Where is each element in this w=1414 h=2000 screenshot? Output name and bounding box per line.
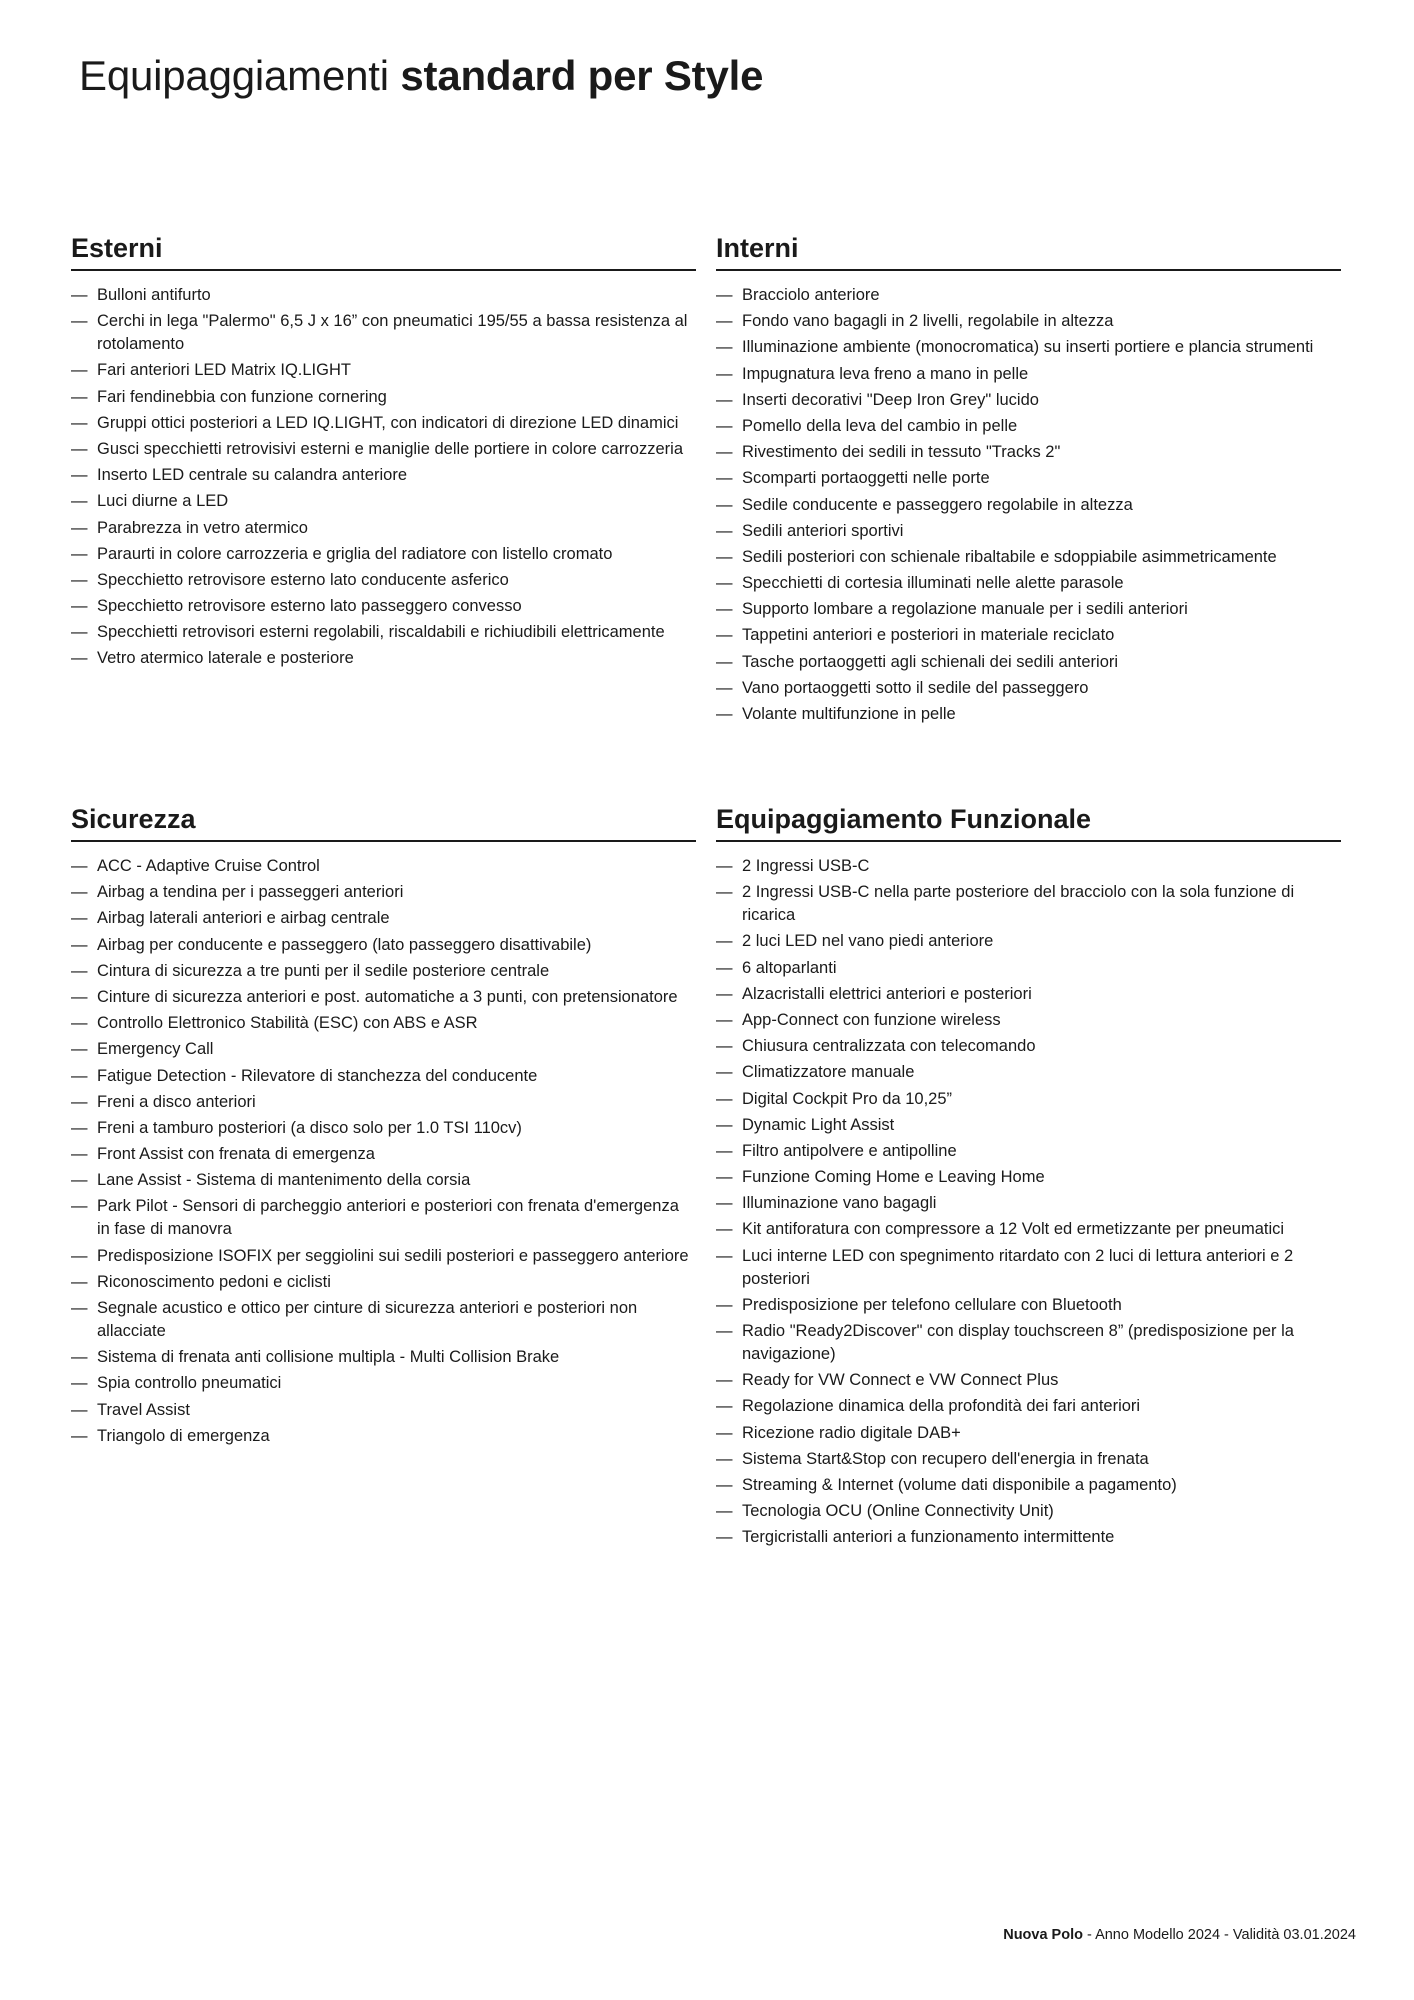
list-item: — Streaming & Internet (volume dati disponibile a pagamento) [716, 1474, 1341, 1497]
footer-model: Nuova Polo [1003, 1927, 1083, 1943]
section-heading: Sicurezza [71, 800, 696, 842]
list-item: — Lane Assist - Sistema di mantenimento della corsia [71, 1169, 696, 1192]
list-item: — Supporto lombare a regolazione manuale per i sedili anteriori [716, 598, 1341, 621]
list-item: — Alzacristalli elettrici anteriori e posteriori [716, 983, 1341, 1006]
list-item: — Travel Assist [71, 1399, 696, 1422]
list-item: — Fari fendinebbia con funzione cornering [71, 386, 696, 409]
list-item: — Bracciolo anteriore [716, 284, 1341, 307]
list-item: — Impugnatura leva freno a mano in pelle [716, 363, 1341, 386]
list-item: — Inserto LED centrale su calandra anteriore [71, 464, 696, 487]
list-item: — Emergency Call [71, 1038, 696, 1061]
list-item: — Digital Cockpit Pro da 10,25” [716, 1088, 1341, 1111]
list-item: — Illuminazione vano bagagli [716, 1192, 1341, 1215]
list-item: — Radio "Ready2Discover" con display touchscreen 8” (predisposizione per la navigazione) [716, 1320, 1341, 1366]
list-item: — Specchietto retrovisore esterno lato conducente asferico [71, 569, 696, 592]
section-heading: Interni [716, 229, 1341, 271]
list-item: — Bulloni antifurto [71, 284, 696, 307]
list-item: — Filtro antipolvere e antipolline [716, 1140, 1341, 1163]
list-item: — Volante multifunzione in pelle [716, 703, 1341, 726]
list-item: — 2 Ingressi USB-C [716, 855, 1341, 878]
list-item: — Parabrezza in vetro atermico [71, 517, 696, 540]
feature-list [71, 284, 696, 670]
list-item: — Freni a tamburo posteriori (a disco solo per 1.0 TSI 110cv) [71, 1117, 696, 1140]
list-item: — Segnale acustico e ottico per cinture di sicurezza anteriori e posteriori non allacciate [71, 1297, 696, 1343]
list-item: — ACC - Adaptive Cruise Control [71, 855, 696, 878]
section-equipaggiamento-funzionale [716, 800, 1341, 1553]
list-item: — Vetro atermico laterale e posteriore [71, 647, 696, 670]
list-item: — Regolazione dinamica della profondità dei fari anteriori [716, 1395, 1341, 1418]
list-item: — Riconoscimento pedoni e ciclisti [71, 1271, 696, 1294]
page-title-bold: standard per Style [400, 52, 764, 99]
list-item: — 6 altoparlanti [716, 957, 1341, 980]
list-item: — 2 Ingressi USB-C nella parte posteriore del bracciolo con la sola funzione di ricarica [716, 881, 1341, 927]
list-item: — Predisposizione ISOFIX per seggiolini sui sedili posteriori e passeggero anteriore [71, 1245, 696, 1268]
list-item: — Sedili posteriori con schienale ribaltabile e sdoppiabile asimmetricamente [716, 546, 1341, 569]
list-item: — Sistema Start&Stop con recupero dell'energia in frenata [716, 1448, 1341, 1471]
list-item: — Pomello della leva del cambio in pelle [716, 415, 1341, 438]
list-item: — Controllo Elettronico Stabilità (ESC) con ABS e ASR [71, 1012, 696, 1035]
list-item: — Gruppi ottici posteriori a LED IQ.LIGHT, con indicatori di direzione LED dinamici [71, 412, 696, 435]
list-item: — Scomparti portaoggetti nelle porte [716, 467, 1341, 490]
section-interni [716, 229, 1341, 729]
list-item: — Front Assist con frenata di emergenza [71, 1143, 696, 1166]
page-title [79, 52, 763, 100]
list-item: — Predisposizione per telefono cellulare con Bluetooth [716, 1294, 1341, 1317]
list-item: — Fari anteriori LED Matrix IQ.LIGHT [71, 359, 696, 382]
list-item: — Climatizzatore manuale [716, 1061, 1341, 1084]
list-item: — Tappetini anteriori e posteriori in materiale reciclato [716, 624, 1341, 647]
list-item: — Dynamic Light Assist [716, 1114, 1341, 1137]
list-item: — Spia controllo pneumatici [71, 1372, 696, 1395]
list-item: — Freni a disco anteriori [71, 1091, 696, 1114]
list-item: — Ricezione radio digitale DAB+ [716, 1422, 1341, 1445]
list-item: — Triangolo di emergenza [71, 1425, 696, 1448]
section-esterni [71, 229, 696, 674]
list-item: — Illuminazione ambiente (monocromatica) su inserti portiere e plancia strumenti [716, 336, 1341, 359]
list-item: — Chiusura centralizzata con telecomando [716, 1035, 1341, 1058]
list-item: — Park Pilot - Sensori di parcheggio anteriori e posteriori con frenata d'emergenza in fase di manovra [71, 1195, 696, 1241]
list-item: — Gusci specchietti retrovisivi esterni e maniglie delle portiere in colore carrozzeria [71, 438, 696, 461]
list-item: — Cintura di sicurezza a tre punti per il sedile posteriore centrale [71, 960, 696, 983]
footer [1003, 1927, 1356, 1943]
list-item: — Airbag laterali anteriori e airbag centrale [71, 907, 696, 930]
feature-list [716, 284, 1341, 726]
list-item: — App-Connect con funzione wireless [716, 1009, 1341, 1032]
feature-list [71, 855, 696, 1448]
list-item: — Kit antiforatura con compressore a 12 Volt ed ermetizzante per pneumatici [716, 1218, 1341, 1241]
list-item: — Airbag a tendina per i passeggeri anteriori [71, 881, 696, 904]
list-item: — Luci diurne a LED [71, 490, 696, 513]
list-item: — Specchietto retrovisore esterno lato passeggero convesso [71, 595, 696, 618]
list-item: — Funzione Coming Home e Leaving Home [716, 1166, 1341, 1189]
section-heading: Esterni [71, 229, 696, 271]
list-item: — Sedili anteriori sportivi [716, 520, 1341, 543]
list-item: — Paraurti in colore carrozzeria e griglia del radiatore con listello cromato [71, 543, 696, 566]
list-item: — Sistema di frenata anti collisione multipla - Multi Collision Brake [71, 1346, 696, 1369]
footer-details: - Anno Modello 2024 - Validità 03.01.2024 [1082, 1927, 1356, 1943]
page-title-light: Equipaggiamenti [79, 52, 389, 99]
list-item: — Inserti decorativi "Deep Iron Grey" lucido [716, 389, 1341, 412]
list-item: — Vano portaoggetti sotto il sedile del passeggero [716, 677, 1341, 700]
list-item: — Tergicristalli anteriori a funzionamento intermittente [716, 1526, 1341, 1549]
list-item: — Luci interne LED con spegnimento ritardato con 2 luci di lettura anteriori e 2 posteriori [716, 1245, 1341, 1291]
list-item: — Specchietti retrovisori esterni regolabili, riscaldabili e richiudibili elettricamente [71, 621, 696, 644]
section-heading: Equipaggiamento Funzionale [716, 800, 1341, 842]
section-sicurezza [71, 800, 696, 1451]
list-item: — Cerchi in lega "Palermo" 6,5 J x 16” con pneumatici 195/55 a bassa resistenza al rotolamento [71, 310, 696, 356]
list-item: — Fondo vano bagagli in 2 livelli, regolabile in altezza [716, 310, 1341, 333]
list-item: — Fatigue Detection - Rilevatore di stanchezza del conducente [71, 1065, 696, 1088]
list-item: — Cinture di sicurezza anteriori e post. automatiche a 3 punti, con pretensionatore [71, 986, 696, 1009]
list-item: — Ready for VW Connect e VW Connect Plus [716, 1369, 1341, 1392]
list-item: — 2 luci LED nel vano piedi anteriore [716, 930, 1341, 953]
list-item: — Tecnologia OCU (Online Connectivity Unit) [716, 1500, 1341, 1523]
list-item: — Sedile conducente e passeggero regolabile in altezza [716, 494, 1341, 517]
feature-list [716, 855, 1341, 1549]
list-item: — Specchietti di cortesia illuminati nelle alette parasole [716, 572, 1341, 595]
list-item: — Rivestimento dei sedili in tessuto "Tracks 2" [716, 441, 1341, 464]
list-item: — Tasche portaoggetti agli schienali dei sedili anteriori [716, 651, 1341, 674]
list-item: — Airbag per conducente e passeggero (lato passeggero disattivabile) [71, 934, 696, 957]
